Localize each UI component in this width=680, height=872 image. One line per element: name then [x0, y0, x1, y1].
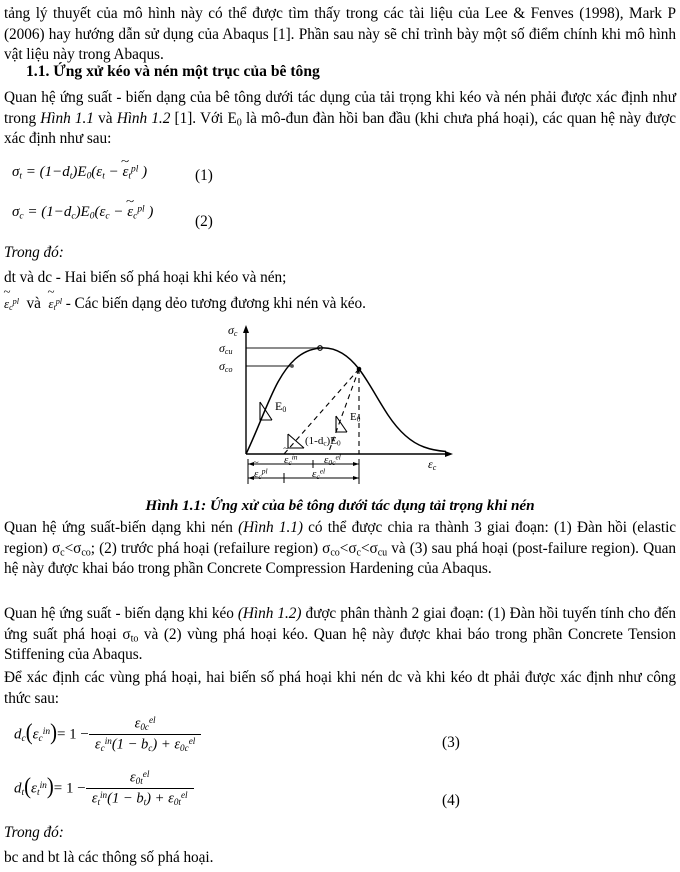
comp-sub-4: c — [356, 546, 361, 558]
eps-0c-el-sub: 0c — [328, 457, 336, 467]
y-axis-label — [228, 322, 237, 339]
eps-pl-sup: pl — [261, 466, 268, 476]
damaged-modulus-e0-sub: 0 — [336, 439, 341, 448]
eq2-eps2: ε — [127, 204, 134, 220]
eq2-open: (ε — [94, 204, 106, 220]
eq1-eps2-sub: t — [128, 171, 131, 182]
eq2-d: d — [63, 204, 72, 220]
figure-1-1-stress-strain-chart — [216, 322, 480, 484]
eq3-den-plus: ) + — [152, 736, 175, 753]
eps-t-sup: pl — [55, 296, 62, 306]
eq1-sup: pl — [131, 164, 139, 175]
eps-t-tilde — [47, 286, 56, 313]
damage-intro-paragraph: Để xác định các vùng phá hoại, hai biến số phá hoại khi nén dc và khi kéo dt phải được xác định như công thức sau: — [4, 669, 676, 707]
damage-intro-block — [4, 668, 676, 709]
eps-0c-el-sup: el — [335, 452, 341, 462]
eq4-d: d — [14, 780, 22, 797]
comp-text-b: có thể được chia ra thành 3 giai đoạn: (1) Đàn hồi (elastic region) σ — [4, 519, 677, 557]
eq3-close-paren: ) — [50, 720, 57, 746]
eps-in-sub: c — [288, 457, 292, 467]
comp-text-d: ; (2) trước phá hoại (refailure region) σ — [90, 539, 331, 557]
eq1-sigma-sub: t — [19, 171, 23, 182]
sigma-cu-symbol: σ — [219, 341, 225, 355]
plastic-strain-description: - Các biến dạng dẻo tương đương khi nén và kéo. — [61, 295, 366, 312]
eq3-num-sub: 0c — [140, 722, 149, 733]
eq1-open: (ε — [91, 164, 103, 180]
eq4-num-sub: 0t — [135, 776, 143, 787]
equation-3-row — [14, 716, 674, 754]
damaged-modulus-sub: c — [323, 439, 327, 448]
eq1-minus: − — [52, 164, 63, 180]
damage-params-block — [4, 848, 676, 869]
eps-in-symbol: ε — [284, 454, 289, 466]
equation-1 — [12, 154, 148, 182]
e0-initial-symbol: E — [275, 399, 283, 413]
damaged-modulus-suffix: )E — [326, 435, 337, 447]
eq2-sup: pl — [137, 204, 145, 215]
eq3-fraction — [89, 715, 201, 753]
plastic-strain-block — [3, 286, 676, 315]
tilde-accent-icon: ~ — [253, 458, 259, 468]
stress-strain-intro-block — [4, 88, 676, 150]
eq4-den-sup1: in — [100, 789, 108, 800]
eps-t-pl-symbol — [47, 286, 62, 313]
sigma-co-label — [219, 358, 232, 375]
eq2-paren-e: )E — [75, 204, 90, 220]
tilde-accent-icon: ~ — [121, 154, 130, 169]
x-axis-epsilon: ε — [428, 457, 433, 471]
comp-sub-2: co — [81, 546, 91, 558]
intro-paragraph: tảng lý thuyết của mô hình này có thể được tìm thấy trong các tài liệu của Lee & Fenves (1998), Mark P (2006) hay hướng dẫn sử dụng của Abaqus [1]. Phần sau này sẽ chỉ trình bày một số điểm chính khi mô hình vật liệu này trong Abaqus. — [4, 5, 676, 64]
eq2-close: ) — [144, 204, 154, 220]
eq4-den-sub1: t — [97, 796, 100, 807]
damaged-modulus-prefix: (1-d — [305, 435, 324, 447]
eq3-arg-eps: ε — [32, 726, 39, 743]
e0-unload-symbol: E — [350, 411, 357, 423]
intro-text-c: [1]. Với E — [170, 109, 237, 127]
eq1-close: ) — [138, 164, 148, 180]
eq3-den-sub1: c — [100, 742, 105, 753]
eq1-eps-sub: t — [102, 171, 105, 182]
eps-t: ε — [48, 296, 54, 311]
equation-2-number: (2) — [195, 213, 213, 230]
eq2-eq: = (1 — [23, 204, 54, 220]
comp-figure-ref: (Hình 1.1) — [238, 519, 303, 536]
eq2-e-sub: 0 — [89, 211, 95, 222]
comp-text-f: <σ — [360, 539, 378, 557]
eps-t-sub: t — [53, 303, 56, 313]
intro-text-a: Quan hệ ứng suất - biến dạng của bê tông dưới tác dụng của tải trọng khi kéo và nén phải được xác định như trong — [4, 89, 676, 127]
tilde-accent-icon: ~ — [126, 194, 135, 209]
comp-sub-5: cu — [377, 546, 388, 558]
eq2-minus2: − — [109, 204, 128, 220]
y-axis-arrow-icon — [243, 325, 249, 333]
tilde-accent-icon: ~ — [47, 286, 55, 298]
equation-1-row — [12, 154, 672, 184]
equation-4 — [14, 770, 194, 808]
eq3-den-sub2: 0c — [180, 742, 189, 753]
eq3-den-sup1: in — [104, 735, 112, 746]
eq1-e-sub: 0 — [86, 171, 92, 182]
eq4-fraction — [86, 769, 194, 807]
eq2-sigma-sub: c — [19, 211, 24, 222]
compression-paragraph-block — [4, 518, 676, 580]
eq4-den-sup2: el — [180, 789, 188, 800]
damage-params-line: bc and bt là các thông số phá hoại. — [4, 849, 214, 866]
eq4-den-b-sub: t — [143, 796, 147, 807]
equation-1-number: (1) — [195, 167, 213, 184]
damaged-modulus-label — [305, 435, 341, 447]
x-axis-label — [428, 456, 436, 473]
eps-c-sup: pl — [12, 296, 19, 306]
eq4-den-plus: ) + — [146, 790, 169, 807]
eq1-eps2: ε — [122, 164, 129, 180]
eq3-den-eps2: ε — [174, 736, 181, 753]
inelastic-strain-label — [283, 444, 298, 468]
upper-dim-arrow-right-icon — [353, 462, 359, 466]
equation-2-row — [12, 194, 672, 230]
eq4-den-sub2: 0t — [173, 796, 181, 807]
eq1-sigma: σ — [12, 164, 20, 180]
sigma-cu-sub: cu — [224, 347, 233, 356]
eq1-tilde-eps — [121, 154, 130, 181]
eq3-den-sup2: el — [188, 735, 196, 746]
e0-subscript: 0 — [236, 116, 242, 128]
eq2-minus: − — [53, 204, 64, 220]
intro-text-b: và — [93, 109, 117, 127]
tilde-accent-icon: ~ — [283, 444, 289, 454]
eps-pl-symbol: ε — [254, 468, 259, 480]
eps-pl-tilde — [253, 458, 259, 482]
e0-initial-label — [275, 399, 286, 414]
eq4-num-eps: ε — [129, 769, 136, 786]
eq4-denominator — [86, 789, 194, 808]
eq1-paren-e: )E — [72, 164, 87, 180]
compression-paragraph — [4, 518, 676, 580]
trong-do-2-block — [4, 823, 676, 844]
eq2-tilde-eps — [126, 194, 135, 221]
tension-paragraph-block — [4, 604, 676, 666]
equation-3-number: (3) — [442, 734, 460, 751]
trong-do-label-2: Trong đó: — [4, 824, 64, 841]
eq2-sigma: σ — [12, 204, 20, 220]
elastic-strain-label — [312, 465, 325, 482]
y-axis-sigma-sub: c — [233, 329, 238, 338]
stress-strain-intro — [4, 88, 676, 150]
eq3-open-paren: ( — [25, 720, 33, 746]
plastic-strain-label — [253, 458, 268, 482]
tens-text-c: và (2) vùng phá hoại kéo. Quan hệ này được khai báo trong phần Concrete Tension Stiffening của Abaqus. — [4, 625, 676, 664]
eq4-d-sub: t — [21, 787, 25, 798]
sigma-cu-label — [219, 340, 232, 357]
eps-in-sup: in — [291, 452, 298, 462]
sigma-co-marker — [290, 364, 294, 368]
plastic-strain-line — [3, 286, 676, 315]
eq3-den-b-sub: c — [148, 742, 153, 753]
eq2-eps-sub: c — [105, 211, 110, 222]
eq3-den-eps1: ε — [94, 736, 101, 753]
eq4-den-eps2: ε — [168, 790, 174, 807]
damage-variables-line: dt và dc - Hai biến số phá hoại khi kéo và nén; — [4, 269, 287, 286]
tens-text-a: Quan hệ ứng suất - biến dạng khi kéo — [4, 605, 238, 622]
eq4-eq: = 1 − — [53, 780, 86, 797]
e0-unload-sub: 0 — [356, 415, 361, 424]
eq4-arg-sup: in — [39, 780, 47, 791]
damage-variables-block — [4, 268, 676, 289]
eq3-den-mid: (1 − b — [111, 736, 149, 753]
y-axis-sigma: σ — [228, 323, 234, 337]
eq4-close-paren: ) — [46, 774, 54, 800]
tension-paragraph — [4, 604, 676, 666]
eps-el-sub: c — [316, 471, 320, 481]
eps-0c-el-symbol: ε — [324, 454, 329, 466]
trong-do-1-block — [4, 243, 676, 264]
eq1-eq: = (1 — [22, 164, 53, 180]
x-axis-arrow-icon — [445, 451, 453, 457]
intro-text-d: là mô-đun đàn hồi ban đầu (khi chưa phá hoại), các quan hệ này được xác định như sau: — [4, 109, 676, 148]
figure-caption: Hình 1.1: Ứng xử của bê tông dưới tác dụng tải trọng khi nén — [145, 497, 535, 514]
tens-sub-1: to — [130, 632, 139, 644]
e0-unload-label — [350, 411, 360, 423]
eps-c-pl-symbol — [3, 286, 19, 313]
eps-c-sub: c — [9, 303, 13, 313]
section-heading-block — [4, 62, 676, 82]
eq3-arg-sub: c — [38, 733, 43, 744]
eq3-num-eps: ε — [134, 715, 141, 732]
eq1-d: d — [62, 164, 70, 180]
comp-text-g: và (3) sau phá hoại (post-failure region). Quan hệ này được khai báo trong phần Concrete Compression Hardening của Abaqus. — [4, 539, 677, 578]
sigma-co-symbol: σ — [219, 359, 225, 373]
eq3-num-sup: el — [148, 715, 156, 726]
eq3-eq: = 1 − — [56, 726, 89, 743]
eq1-d-sub: t — [69, 171, 73, 182]
eq4-open-paren: ( — [24, 774, 32, 800]
eq4-arg-eps: ε — [31, 780, 37, 797]
eps-in-tilde — [283, 444, 289, 468]
comp-sub-1: c — [60, 546, 65, 558]
e0-initial-sub: 0 — [282, 404, 287, 414]
e0-unload-hypotenuse — [336, 416, 347, 432]
eq4-den-eps1: ε — [91, 790, 98, 807]
eq3-arg-sup: in — [42, 726, 51, 737]
eq2-eps2-sub: c — [133, 211, 138, 222]
eps-el-sup: el — [319, 466, 326, 476]
eq2-d-sub: c — [71, 211, 76, 222]
eq4-arg-sub: t — [36, 787, 40, 798]
figure-ref-1-1: Hình 1.1 — [40, 109, 94, 127]
eq4-numerator — [86, 769, 194, 789]
comp-text-a: Quan hệ ứng suất-biến dạng khi nén — [4, 519, 239, 536]
damaged-slope-hypotenuse — [288, 434, 304, 448]
lower-dim-arrow-right-icon — [353, 476, 359, 480]
intro-paragraph-block — [4, 4, 676, 66]
figure-ref-1-2: Hình 1.2 — [116, 109, 171, 127]
eps-c-tilde — [3, 286, 11, 312]
equation-4-number: (4) — [442, 792, 460, 809]
tens-text-b: được phân thành 2 giai đoạn: (1) Đàn hồi tuyến tính cho đến ứng suất phá hoại σ — [4, 605, 676, 643]
comp-text-e: <σ — [339, 539, 357, 557]
va-label: và — [26, 295, 41, 312]
sigma-co-sub: co — [224, 365, 233, 374]
equation-2 — [12, 194, 154, 222]
eq3-numerator — [89, 715, 201, 735]
comp-sub-3: co — [330, 546, 340, 558]
elastic-strain-undamaged-label — [324, 451, 341, 468]
equation-4-row — [14, 770, 674, 808]
equation-3 — [14, 716, 201, 754]
eps-el-symbol: ε — [312, 468, 317, 480]
eq3-d: d — [14, 726, 22, 743]
tilde-accent-icon: ~ — [3, 286, 11, 298]
eps-pl-sub: c — [258, 471, 262, 481]
eq4-den-mid: (1 − b — [107, 790, 144, 807]
eq1-minus2: − — [104, 164, 123, 180]
tens-figure-ref: (Hình 1.2) — [237, 605, 302, 622]
trong-do-label-1: Trong đó: — [4, 244, 64, 261]
eq4-num-sup: el — [142, 769, 150, 780]
figure-caption-block — [4, 496, 676, 516]
comp-text-c: <σ — [64, 539, 82, 557]
eq3-denominator — [89, 735, 201, 754]
eps-c: ε — [4, 296, 10, 311]
x-axis-epsilon-sub: c — [432, 463, 437, 472]
eq3-d-sub: c — [21, 733, 26, 744]
section-heading: 1.1. Ứng xử kéo và nén một trục của bê tông — [26, 63, 320, 80]
